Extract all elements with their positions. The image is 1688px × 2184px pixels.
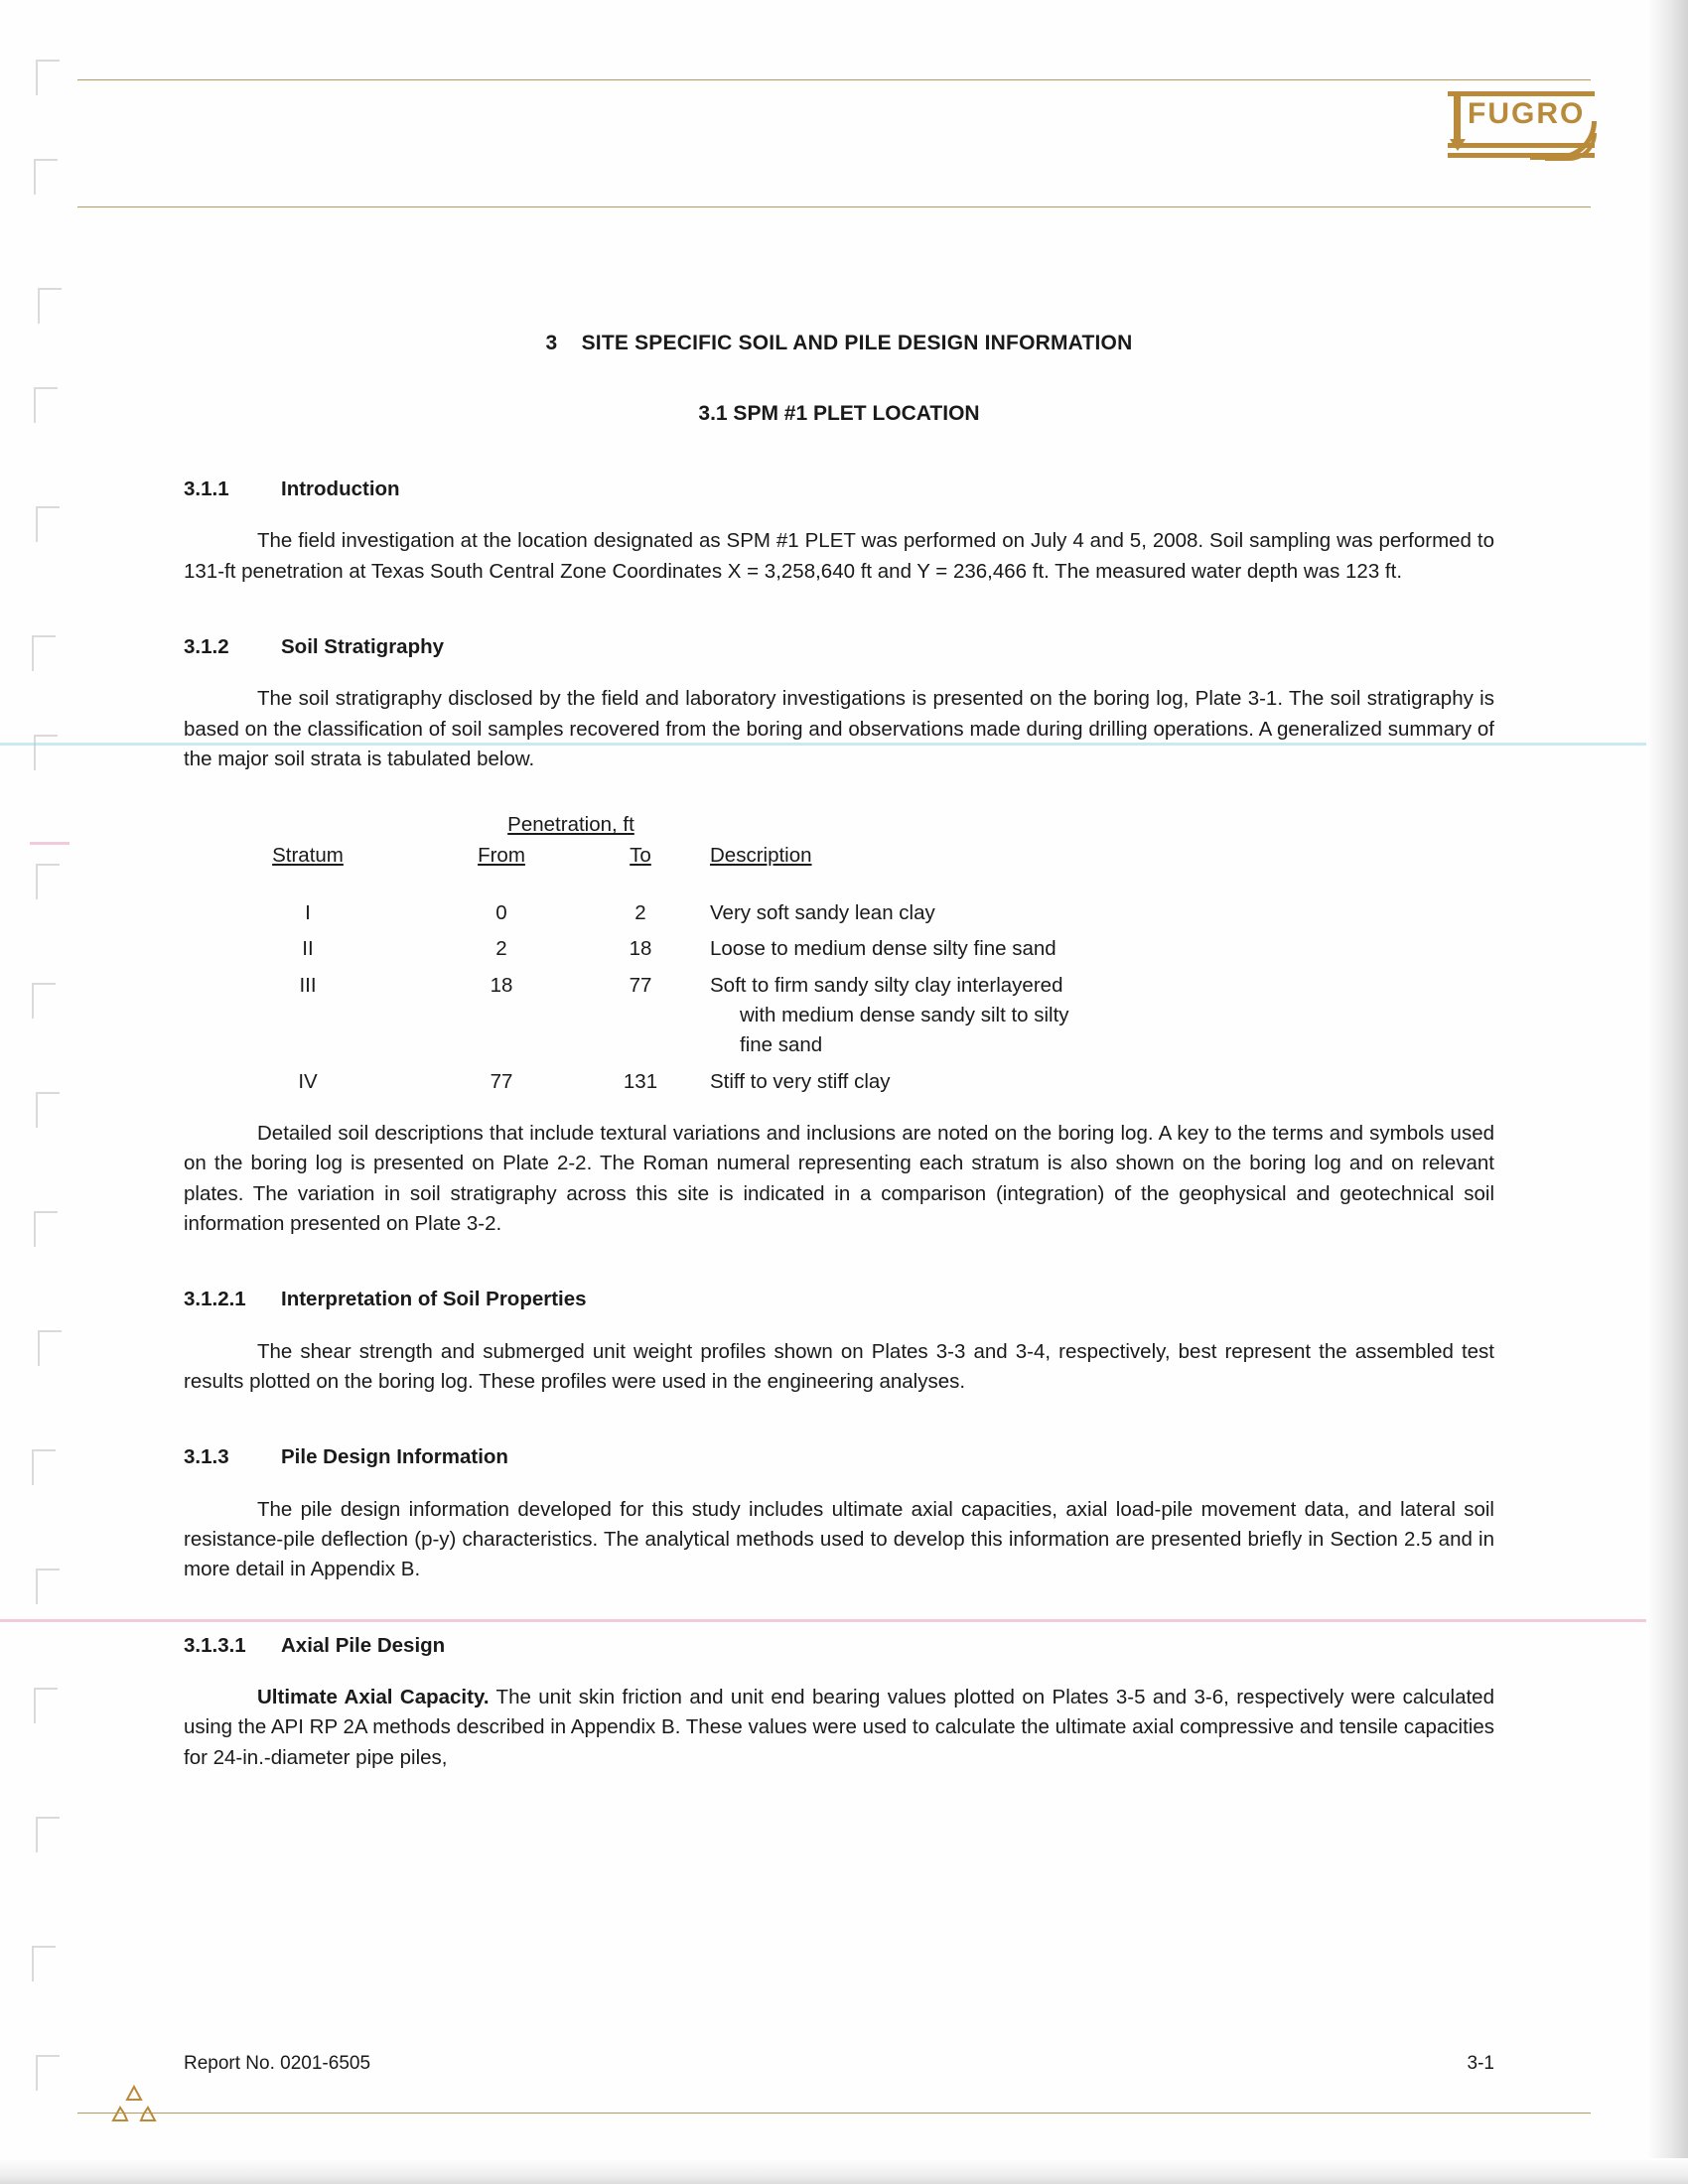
table-row [184,871,1494,928]
section-title: Axial Pile Design [281,1633,446,1657]
paragraph-lead-text: The unit skin friction and unit end bearing values plotted on Plates 3-5 and 3-6, respectively were calculated using the API RP 2A methods described in Appendix B. These values were used to calculate the ultimate axial compressive and tensile capacities for 24-in.-diameter pipe piles, [184,1686,1494,1769]
report-number: Report No. 0201-6505 [184,2053,371,2074]
section-number: 3.1.3 [184,1445,229,1469]
paragraph-soil-stratigraphy: The soil stratigraphy disclosed by the field and laboratory investigations is presented on the boring log, Plate 3-1. The soil stratigraphy is based on the classification of soil samples recovered from the boring and observations made during drilling operations. A generalized summary of the major soil strata is tabulated below. [184,687,1494,771]
section-number: 3.1.2 [184,635,229,659]
spacer-cell [432,1030,571,1060]
cell-description-continued: fine sand [740,1033,823,1057]
cell-stratum: II [302,937,314,961]
spacer-cell [184,1030,432,1060]
page-title-text: SITE SPECIFIC SOIL AND PILE DESIGN INFORMATION [581,332,1133,354]
paragraph-lead-in: Ultimate Axial Capacity. [257,1686,490,1709]
cell-description: Soft to firm sandy silty clay interlayered [710,973,1063,997]
page-title-number: 3 [545,332,558,354]
logo-wordmark: FUGRO [1468,97,1586,130]
section-heading-3-1-3-1 [184,1631,1494,1661]
logo-mark-icon [1454,95,1461,141]
page-title [184,328,1494,358]
stratigraphy-table [184,810,1494,1097]
margin-artifacts [20,40,79,2105]
section-title: Pile Design Information [281,1445,508,1469]
paragraph-pile-design: The pile design information developed for this study includes ultimate axial capacities, axial load-pile movement data, and lateral soil resistance-pile deflection (p-y) characteristics. The analytical methods used to develop this information are presented briefly in Section 2.5 and in more detail in Appendix B. [184,1497,1494,1581]
cell-from: 18 [490,973,513,997]
section-number: 3.1.2.1 [184,1288,246,1311]
cell-description: Loose to medium dense silty fine sand [710,937,1056,961]
table-row [184,928,1494,964]
section-heading-3-1-1 [184,475,1494,504]
logo-triangle-icon [1450,139,1466,151]
cell-to: 2 [634,901,646,925]
footer-rule [77,2113,1591,2114]
scan-streak-pink-small [30,842,70,845]
section-heading-3-1-2-1 [184,1285,1494,1314]
header-rule-bottom [77,206,1591,207]
scan-edge-bottom [0,2158,1688,2184]
section-title: Interpretation of Soil Properties [281,1288,587,1311]
spacer-cell [571,1001,710,1030]
section-title: Introduction [281,478,400,501]
table-header-row [184,841,1494,871]
scan-edge-right [1646,0,1688,2184]
cell-from: 77 [490,1069,513,1093]
spacer-cell [184,1001,432,1030]
cell-description: Very soft sandy lean clay [710,901,935,925]
cell-description-continued: with medium dense sandy silt to silty [740,1004,1069,1027]
section-title: Soil Stratigraphy [281,635,445,659]
section-heading-3-1-2 [184,632,1494,662]
cell-description: Stiff to very stiff clay [710,1069,891,1093]
penetration-group-label: Penetration, ft [507,813,634,837]
cell-from: 2 [495,937,507,961]
table-group-header-row [184,810,1494,840]
section-number: 3.1.3.1 [184,1633,246,1657]
section-number: 3.1.1 [184,478,229,501]
header-description: Description [710,843,812,867]
cell-to: 131 [623,1069,658,1093]
table-row [184,965,1494,1001]
paragraph-ultimate-axial-capacity [184,1683,1494,1773]
fugro-logo [1440,91,1599,163]
cell-to: 18 [629,937,652,961]
cell-to: 77 [629,973,652,997]
cell-stratum: IV [298,1069,318,1093]
penetration-group-header [432,810,710,840]
header-to: To [630,843,651,867]
spacer-cell-2 [710,810,1494,840]
header-from: From [478,843,525,867]
page-subtitle: 3.1 SPM #1 PLET LOCATION [698,402,980,426]
paragraph-introduction: The field investigation at the location designated as SPM #1 PLET was performed on July 4 and 5, 2008. Soil sampling was performed to 131-ft penetration at Texas South Central Zone Coordinates X = 3,258,640 ft and Y = 236,466 ft. The measured water depth was 123 ft. [184,529,1494,583]
spacer-cell [184,810,432,840]
paragraph-soil-descriptions: Detailed soil descriptions that include textural variations and inclusions are noted on the boring log. A key to the terms and symbols used on the boring log is presented on Plate 2-2. The Roman numeral representing each stratum is also shown on the boring log and on relevant plates. The variation in soil stratigraphy across this site is indicated in a comparison (integration) of the geophysical and geotechnical soil information presented on Plate 3-2. [184,1122,1494,1236]
section-heading-3-1-3 [184,1442,1494,1472]
cell-from: 0 [495,901,507,925]
page-footer [184,2053,1494,2075]
document-body [184,328,1494,1773]
recycle-icon [107,2083,161,2128]
cell-stratum: III [299,973,317,997]
table-row-continuation [184,1001,1494,1030]
spacer-cell [571,1030,710,1060]
header-stratum: Stratum [272,843,344,867]
table-row-continuation [184,1030,1494,1060]
page-number: 3-1 [1467,2053,1494,2074]
header-rule-top [77,79,1591,80]
cell-stratum: I [305,901,311,925]
table-row [184,1061,1494,1097]
paragraph-interpretation: The shear strength and submerged unit weight profiles shown on Plates 3-3 and 3-4, respectively, best represent the assembled test results plotted on the boring log. These profiles were used in the engineering analyses. [184,1339,1494,1394]
spacer-cell [432,1001,571,1030]
